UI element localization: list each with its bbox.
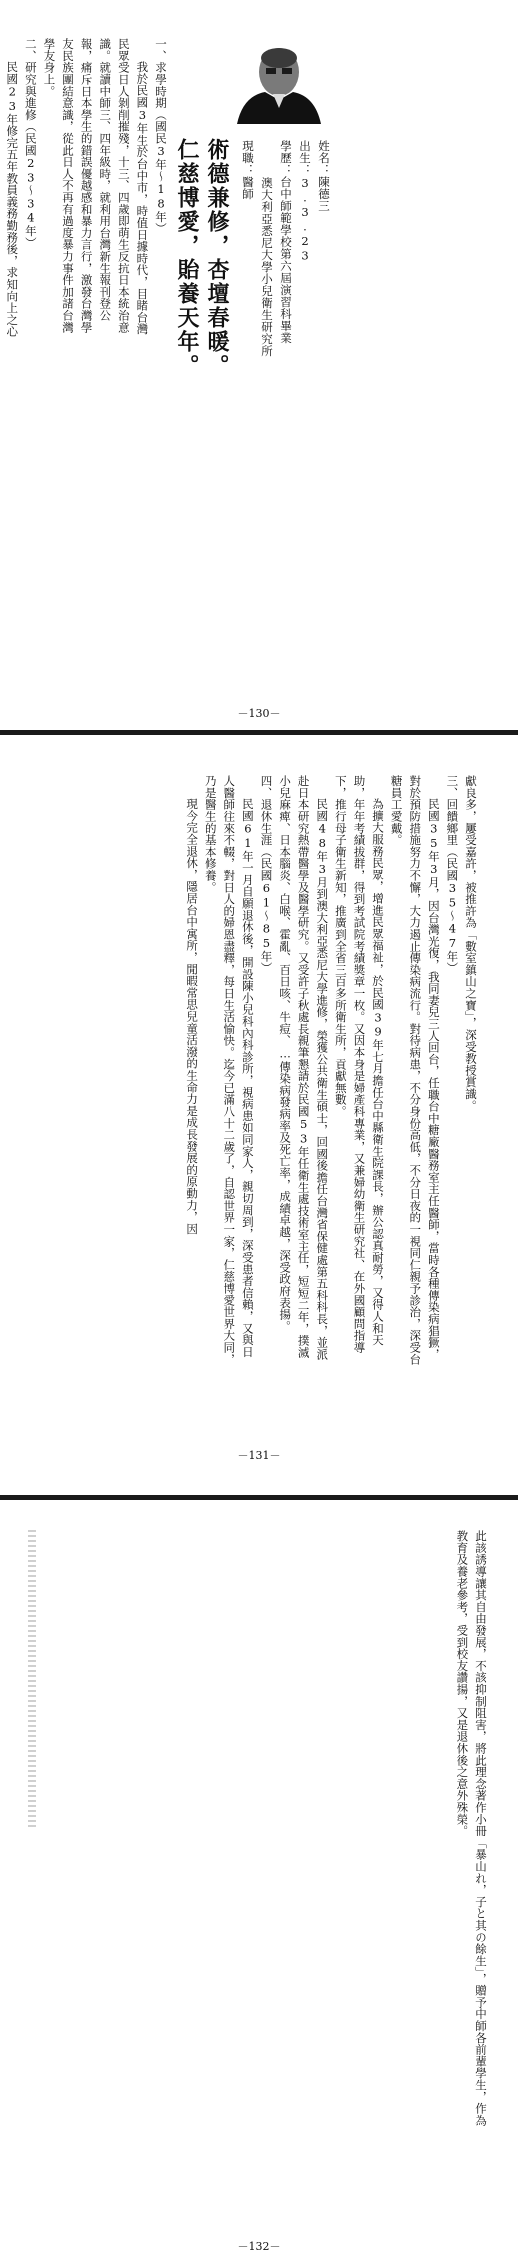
section-heading: 四、退休生涯（民國61～85年） xyxy=(259,775,274,974)
page-number: －131－ xyxy=(237,1449,281,1462)
paragraph: 為擴大服務民眾，增進民眾福祉，於民國39年七月擔任台中縣衛生院課長，辦公認真耐勞，又得人和天助，年年考績拔群，得到考試院考績獎章一枚。又因本身是婦產科專業，又兼婦幼衛生研究社、在外國顧問指導下，推行母子衛生新知，推廣到全省三百多所衛生所，貢獻無數。 xyxy=(333,775,386,1354)
body-text-130 xyxy=(5,38,170,338)
profile-education-1: 台中師範學校第六屆演習科畢業 xyxy=(279,176,293,344)
paragraph: 民國35年3月，因台灣光復，我同妻兒三人回台，任職台中糖廠醫務室主任醫師，當時各種傳染病猖獗，對於預防措施努力不懈，大力遏止傳染病流行。對待病患，不分身份高低，不分日夜的一視同仁親予診治，深受台糖員工愛戴。 xyxy=(389,775,441,1365)
body-text-132 xyxy=(370,1530,490,2130)
paragraph: 我於民國3年生於台中市，時值日據時代，目睹台灣民眾受日人剝削摧殘，十三、四歲即萌生反抗日本統治意識。就讀中師三、四年級時，就利用台灣新生報刊登公報，痛斥日本學生的錯誤優越感和暴力言行，激發台灣學友民族團結意識，從此日人不再有過度暴力事件加諸台灣學友身上。 xyxy=(42,38,150,335)
profile-education-label: 學歷： xyxy=(279,140,293,176)
paragraph: 獻良多，屢受嘉許，被推許為「數室鎮山之寶」，深受教授賞識。 xyxy=(464,775,478,1112)
page-number: －132－ xyxy=(237,2240,281,2253)
page-131 xyxy=(0,735,518,1495)
profile-birth: 出生：3.3.23 xyxy=(298,140,312,263)
page-number: －130－ xyxy=(237,707,281,720)
paragraph: 現今完全退休，隱居台中寓所，閒暇常思兒童活潑的生命力是成長發展的原動力，因 xyxy=(185,798,200,1235)
motto-line-2: 仁慈博愛，貽養天年。 xyxy=(174,138,200,378)
section-heading: 二、研究與進修（民國23～34年） xyxy=(23,38,38,249)
section-heading: 三、回饋鄉里（民國35～47年） xyxy=(445,775,460,974)
scan-edge-mark xyxy=(28,1530,36,1830)
portrait-photo xyxy=(233,38,325,124)
paragraph: 此該誘導讓其自由發展，不該抑制阻害，將此理念著作小冊「暴山れ，子と其の餘生」，贈予中師各前輩學生，作為教育及養老參考，受到校友讚揚，又是退休後之意外殊榮。 xyxy=(455,1530,488,2127)
profile-name: 姓名：陳德三 xyxy=(317,140,331,212)
motto-line-1: 術德兼修，杏壇春暖。 xyxy=(204,138,230,378)
body-text-131 xyxy=(60,775,480,1365)
profile-block xyxy=(238,140,333,357)
profile-job: 現職：醫師 xyxy=(241,140,255,200)
paragraph: 民國48年3月到澳大利亞悉尼大學進修，榮獲公共衛生碩士，回國後擔任台灣省保健處第五科科長，並派赴日本研究熱帶醫學及醫學研究。又受許子秋處長親筆懇請於民國53年任衛生處技術室主任，短短二年，撲滅小兒麻痺、日本腦炎、白喉、霍亂、百日咳、牛痘、…傳染病發病率及死亡率，成績卓越，深受政府表揚。 xyxy=(278,775,330,1361)
page-132 xyxy=(0,1500,518,2268)
profile-education-2: 澳大利亞悉尼大學小兒衛生研究所 xyxy=(260,176,274,357)
motto-block xyxy=(172,138,232,378)
paragraph: 民國23年修完五年教員義務勤務後，求知向上之心 xyxy=(5,61,20,338)
paragraph: 民國61年一月自願退休後，開設陳小兒科內科診所，視病患如同家人，親切周到，深受患者信賴，又與日人醫師往來不輟，對日人的婦恩盡釋，每日生活愉快。迄今已滿八十二歲了，自認世界一家，仁慈博愛世界大同，乃是醫生的基本修養。 xyxy=(203,775,255,1365)
section-heading: 一、求學時期（國民3年～18年） xyxy=(154,38,168,235)
page-130 xyxy=(0,0,518,730)
